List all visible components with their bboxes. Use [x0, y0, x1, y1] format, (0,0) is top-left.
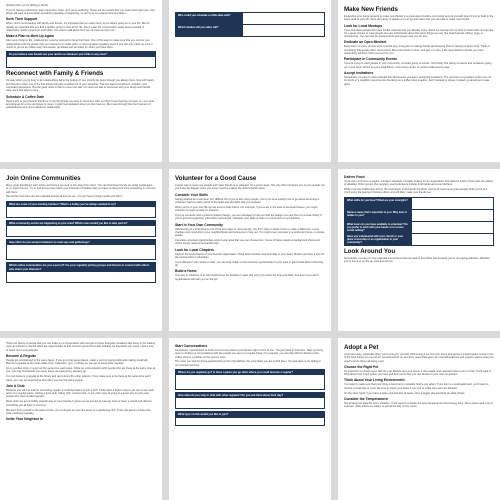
answer-area[interactable] [7, 272, 155, 282]
section-heading: Choose the Right Pet [344, 364, 379, 369]
table-row [176, 25, 325, 37]
page-3 [338, 0, 500, 162]
page-9 [338, 338, 500, 500]
paragraph: Book clubs are an incredibly popular way to meet people. It gives you an excuse to meet up once or twice a month and discuss something you all have in common. [6, 400, 152, 407]
paragraph: One way to volunteer is to help build homes for families in need. But only if you have the time and skills. And even if you don’t, organizations will train you on the job. [175, 274, 320, 281]
worksheet-question: Have you volunteered with your church or your place of worship or an organization in your community? [345, 233, 412, 245]
answer-area[interactable] [176, 398, 324, 408]
paragraph: If you’re someone who’s great at graphic design, you can volunteer to help out with the design of a new flyer for a local charity. If you’re good at organizing information and people, volunteer your skills to help run a food drive or a fundraiser. [175, 213, 322, 221]
worksheet-table [175, 12, 325, 37]
page-8 [169, 338, 331, 500]
table-row [345, 221, 494, 233]
paragraph: If you’re trying to meet people in your community, consider going to events. You’ll likely find plenty of events and occasions going on in your area. Check out your local library, community center, or social media events page. [344, 62, 492, 69]
page-4 [0, 169, 162, 331]
paragraph: When you’re in your own life can be used to help others. For example, if you excel in the area of personal finance, you might volunteer to teach a class on finances. [175, 205, 318, 213]
paragraph: A great way to meet new people and make friends is to volunteer for a good cause. Not only will it introduce you to new people, but you’ll also be happier since you know you’ll be making the world a better place. [175, 184, 325, 191]
table-row [345, 233, 494, 245]
worksheet-question: Which online communities are you a part of? Are your regularly joining groups and forums to connect with others who share your interests? [7, 263, 155, 271]
paragraph: Countless volunteer opportunities exist in your area that you can choose from. Some of these require a background check and others simply need some friendly help. [175, 239, 320, 246]
answer-area[interactable] [7, 207, 155, 217]
paragraph: Volunteering in a local area is one of the best ways to meet people. You don’t have to leave home to make a difference. Local charities and nonprofits in your neighborhood need someone to help out. You might even volunteer in a retirement home or animal shelter. [175, 227, 325, 238]
paragraph: Sometimes, opportunities to build a community around yourself are right in front of you. You just need to find them. Start by being open to striking up conversations with the people you see on a regular basis. For example, you can talk with the barista at the coffee shop or a cashier at the grocery store. [175, 349, 323, 359]
section-heading: Deliver Food [344, 175, 365, 179]
page-title: Volunteer for a Good Cause [175, 175, 257, 182]
paragraph: While it can be challenging at first, the experience is well worth the effort, and you’ll meet some great people while you’re at it. You’ll enjoy the feeling of helping others and will likely make new friends too. [344, 188, 488, 195]
worksheet-question: What community events are happening in your area? Which ones would you like to take part in? [7, 221, 155, 226]
table-row [176, 13, 325, 25]
paragraph: Like many things in life, relationships must be nurtured to be at their best. One of the ways to make sure that you nurture your relationships with the people that you treasure is to make plans to meet up again regularly. Even if you can only catch up once a month or go out for coffee every few weeks, go ahead and set dates for when you’ll see them. [6, 39, 153, 49]
worksheet-box [6, 262, 156, 282]
answer-cell[interactable] [243, 13, 325, 25]
section-heading: Seek Their Support [6, 17, 38, 22]
answer-area[interactable] [7, 226, 155, 236]
paragraph: Everyone is in every person to be a social type. A big part of making friends and keeping them is having an open mind. Think of something that people often recommend, like a new book or show, and give it a shot. If the topic doesn’t interest you, then respectfully tell them that it just isn’t for you. [344, 45, 490, 56]
paragraph: If you can’t commit to a regular volunteer schedule, consider looking for an organization that delivers food to those who are elderly or disabled. Other groups that regularly need volunteers include food banks and soup kitchens. [344, 180, 494, 187]
paragraph: Not all dogs are ideal for every situation. You’ll need to consider the pet’s temperament and energy level. Some dogs need a lot of exercise, while others are happy to spend the day on the couch. [344, 401, 493, 409]
paragraph: It’s easy when you’re busy to let relationships fall to the bottom of your priority list. Even though you always have, time with family and friends is often one of the first things that gets crowded out of your schedule. This can lead to loneliness, isolation, and eventually depression. But the good news is that it’s never too late. It’s never too late to reconnect with your family and friends. Here are a few ways to do it. [6, 79, 155, 93]
section-heading: Join A Club [6, 383, 25, 388]
worksheet-question: What hours do you have available to volunteer? Do you prefer to work with your hands or in a more social setting? [345, 221, 412, 233]
answer-cell[interactable] [412, 233, 494, 245]
worksheet-question: What type of club would you like to join? [176, 412, 324, 417]
table-row [345, 197, 494, 209]
page-7 [0, 338, 162, 500]
page-title: Reconnect with Family & Friends [6, 70, 104, 78]
paragraph: You can become a regular at the library and get to know the other patrons. If you make sure to be there at the same time each week, you may be surprised at how often you see the same people. [6, 375, 151, 382]
paragraph: On the other hand, if you have a large yard and lots of space, then a bigger dog would be an ideal choice. [344, 391, 466, 395]
answer-cell[interactable] [412, 209, 494, 221]
answer-cell[interactable] [412, 221, 494, 233]
answer-area[interactable] [7, 57, 155, 67]
section-heading: Participate in Community Events [344, 57, 397, 62]
worksheet-box [175, 392, 325, 409]
paragraph: Support the local chapter of your favorite organization. Think about causes near and dear to your heart. Maybe you have a love for the environment or education. [175, 252, 325, 259]
paragraph: There are plenty of people that you can strike up a conversation with and get to know. Everyday situations like being in the waiting room at a doctor or dentist office are opportunities to find common ground and start building the friendship you crave. Here’s how to reach out in everyday life. [6, 342, 155, 352]
section-heading: Schedule A Coffee Date [6, 94, 44, 99]
section-heading: Become A Regular [6, 353, 36, 358]
paragraph: Sometimes, it’s easy to miss potential friends because you aren’t accepting invitations. The next time a co-worker invites you out for lunch or a neighbor recommends checking out a coffee shop together, don’t hesitate or refuse. Instead, go ahead and make plans. [344, 75, 492, 86]
section-heading: Dedicate an Open Mindset [344, 40, 387, 45]
answer-cell[interactable] [412, 197, 494, 209]
worksheet-box [6, 201, 156, 218]
paragraph: Send a text to your favorite friends or to the friend that you want to reconnect with. Let them know that they’ve been on your mind and arrange for a time and place to meet. It might feel awkward when you first meet up. But move through the brief moment of awkwardness and you’re ahead on relationship. [6, 99, 154, 110]
paragraph: If you find other people who have similar interests that you already enjoy, check out meetup.com or look for local clubs and groups. It’s a great chance to meet people who are enthusiastic about the same things you are, like board games, hiking, yoga, or volunteering. You can look for social events and groups near you for free. [344, 28, 494, 39]
paragraph: It’s important to choose a pet that fits your lifestyle and your home. A dog needs more attention than a cat or a fish. You’ll want to think about how much space you have and how much time you can devote to your new companion. [344, 369, 492, 377]
section-heading: Look for Local Chapters [175, 247, 214, 252]
page-6 [338, 169, 500, 331]
page-title: Make New Friends [344, 6, 398, 13]
answer-cell[interactable] [243, 25, 325, 37]
section-heading: Consider the Temperament [344, 396, 388, 401]
paragraph: Go to a coffee shop or a gym at the same time each week. Strike up a conversation with people who are there at the same time as you. You may find friends you never knew you had just by showing up. [6, 367, 156, 374]
paragraph: The more you look for these opportunities to form friendships, the more likely you are to find them. You just have to be willing to put yourself out there. [175, 360, 321, 367]
worksheet-question: Who could you schedule a coffee date with? [176, 13, 243, 25]
worksheet-question: What skills do you have? What are your strengths? [345, 197, 412, 209]
section-heading: Look for Local Meetups [344, 23, 383, 28]
paragraph: People get accustomed to the same faces. If you go to the same places, make a point of saying hello and making small talk. Become a regular at the local coffee shop, bookstore, gym, or library so you get to know other regulars. [6, 358, 149, 366]
worksheet-box [6, 220, 156, 237]
page-1 [0, 0, 162, 162]
section-heading: Consider Your Skills [175, 192, 208, 197]
page-2 [169, 0, 331, 162]
paragraph: Many great friendships start online and there’s no need to shy away from them. You can find those friends on social media apps, or on online forums. Try to find groups that match your interests or hobbies that you have so that you’ll have something in common with them. [6, 184, 156, 194]
paragraph: You need to make sure that your living environment is suitable before you adopt. If you live in a small apartment, you’ll want to choose a small dog or a cat. Be sure to check your lease if you rent to make sure pets are allowed. [344, 383, 489, 390]
page-title: Adopt a Pet [344, 344, 379, 351]
page-title: Join Online Communities [6, 175, 81, 182]
section-heading: Accept Invitations [344, 70, 374, 75]
worksheet-table [344, 197, 494, 246]
worksheet-question: How often do you accept invitations to meet ups and gatherings? [7, 240, 155, 245]
section-heading: Make a Plan to Meet Up Again [6, 34, 54, 39]
paragraph: Expanding your social network to make new friends is a great way to build a community around yourself. Even if you’re back in the same area of your life, there are plenty of places you can go and steps that you can take to make new friends. [344, 15, 494, 22]
worksheet-box [175, 411, 325, 425]
section-heading: Think About Your Living Environment [344, 378, 405, 383]
paragraph: Getting started as a volunteer isn’t difficult. But if you’re like many people, you’re not sure exactly how to go about becoming a volunteer. Start by taking stock of the skills and strengths that you possess. [175, 197, 320, 204]
worksheet-question: How often do you stop to chat with other regulars? Do you ask them about their day? [176, 393, 324, 398]
page-title: Look Around You [344, 247, 396, 255]
paragraph: forward when you’re talking to family. [6, 4, 49, 7]
section-heading: Build a Home [175, 269, 197, 274]
paragraph: If you still aren’t sure where to start, you can look online to find volunteer opportunities in your area or ask friends about what they do. [175, 260, 324, 268]
worksheet-box [175, 369, 325, 390]
worksheet-question: Which relative will you video call? [176, 25, 243, 37]
page-5 [169, 169, 331, 331]
section-heading: Start Conversations [175, 344, 208, 348]
worksheet-box [6, 239, 156, 260]
paragraph: It can be lonely, especially when you’re living by yourself. Welcoming a pet into your home and giving it a loving place to live is one of the best things you can do for yourself and for an animal in need. Pets give you unconditional love and support. Here’s what you need to know about adopting a pet. [344, 353, 494, 363]
worksheet-question: Where do you regularly go? Is there a place you go often where you could become a regular? [176, 370, 324, 375]
worksheet-box [6, 51, 156, 68]
section-heading: Start in Your Own Community [175, 222, 223, 227]
answer-area[interactable] [176, 375, 324, 389]
paragraph: Remember that there are two potential friends all around you. You just have to begin looking for them! [6, 195, 123, 199]
worksheet-question: Do you believe new friends are your anchor to whatever you’d like in any case? [7, 52, 155, 57]
answer-area[interactable] [7, 245, 155, 259]
worksheet-question: Name a cause that’s important to you. Why does it matter to you? [345, 209, 412, 221]
paragraph: When you’re reconnecting with family and friends, it’s important that you catch them up on what’s going on in your life. But it’s equally as important that you find a healthy group to lean on for life. Don’t make the conversation solely about yourself. A relationship needs support on both sides. You want to talk about how you can lean on them too. [6, 22, 150, 33]
paragraph: Sometimes, it’s easy to miss potential connections that can lead to friendship just because you’re not paying attention. Whether you’re home or on the go, look around you. [344, 256, 490, 264]
paragraph: If you’re having a hard time, then praise first. Open up if you’re suffering. These are the people that you need most right now. Your family will want to know when something upsetting is happening, so don’t put on a happy face and hide it. [6, 8, 155, 16]
answer-area[interactable] [176, 418, 324, 425]
paragraph: But don’t limit yourself to the same circles. You could join an exercise group or a gardening club. There are plenty of clubs that have meetings regularly. [6, 408, 151, 415]
table-row [345, 209, 494, 221]
paragraph: Because you want to look for something regular, it could be helpful to join a club. Clubs have a built-in way to get you to see each other on a regular basis. Joining a book club, hiking club, running club, or any other type of group is a great way to meet new people who have similar interests. [6, 388, 155, 399]
worksheet-question: What are some of your existing hobbies? What’s a hobby you’ve always wanted to try? [7, 202, 155, 207]
section-heading: Invite Your Neighbor In [6, 417, 43, 422]
